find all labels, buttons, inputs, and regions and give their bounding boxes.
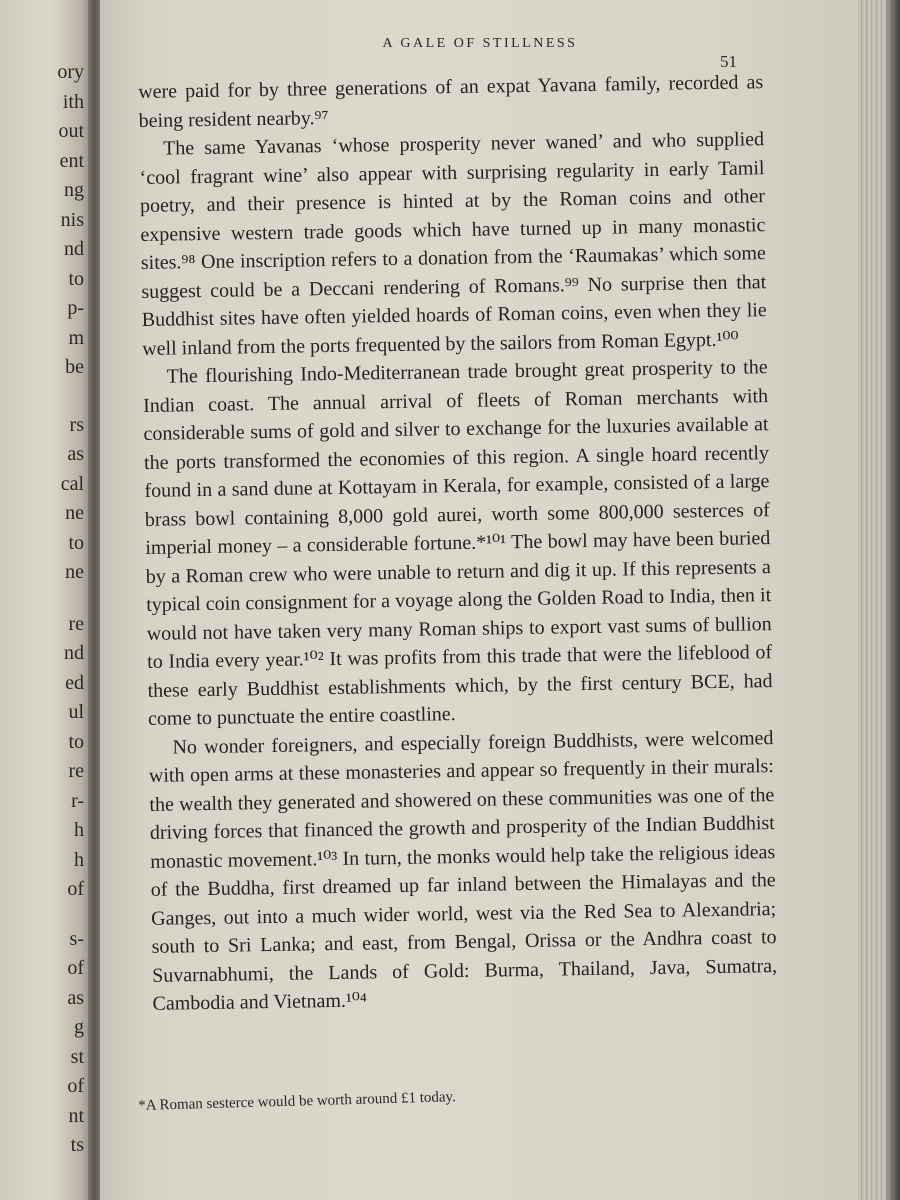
left-page-fragment: m (68, 326, 84, 349)
left-page-fragment: to (68, 531, 84, 554)
facing-left-page (0, 0, 92, 1200)
left-page-fragment: h (74, 819, 84, 841)
left-page-fragment: nt (68, 1104, 84, 1127)
left-page-fragment: ith (62, 90, 84, 113)
left-page-fragment: rs (69, 413, 84, 436)
book-page (100, 0, 860, 1200)
paragraph-continuation: were paid for by three generations of an expat Yavana family, recorded as being resident nearby.⁹⁷ (138, 71, 764, 132)
left-page-fragment: ed (65, 671, 84, 694)
running-head: A GALE OF STILLNESS (382, 36, 578, 51)
left-page-fragment: as (67, 443, 84, 465)
left-page-fragment: g (74, 1016, 84, 1038)
paragraph-trade: The flourishing Indo-Mediterranean trade brought great prosperity to the Indian coast. The annual arrival of fleets of Roman merchants with considerable sums of gold and silver to exchange for the luxuries available at the ports transformed the economies of this region. A single hoard recently found in a sand dune at Kottayam in Kerala, for example, consisted of a large brass bowl containing 8,000 gold aurei, worth some 800,000 sesterces of imperial money – a considerable fortune.*¹⁰¹ The bowl may have been buried by a Roman crew who were unable to return and dig it up. If this represents a typical coin consignment for a voyage along the Golden Road to India, then it would not have taken very many Roman ships to export vast sums of bullion to India every year.¹⁰² It was profits from this trade that were the lifeblood of these early Buddhist establishments which, by the first century BCE, had come to punctuate the entire coastline. (142, 356, 773, 730)
left-page-fragment: to (68, 730, 84, 753)
left-page-fragment: re (68, 612, 84, 635)
left-page-fragment: p- (67, 297, 84, 319)
left-page-fragment: ul (68, 701, 84, 723)
left-page-fragment: s- (69, 927, 84, 950)
left-page-fragment: out (58, 120, 84, 142)
left-page-fragment: st (70, 1045, 84, 1068)
paragraph-foreigners: No wonder foreigners, and especially foreign Buddhists, were welcomed with open arms at these monasteries and appear so frequently in their murals: the wealth they generated and showered on these communities was one of the driving forces that financed the growth and prosperity of the Indian Buddhist monastic movement.¹⁰³ In turn, the monks would help take the religious ideas of the Buddha, first dreamed up far inland between the Himalayas and the Ganges, out into a much wider world, west via the Red Sea to Alexandria; south to Sri Lanka; and east, from Bengal, Orissa or the Andhra coast to Suvarnabhumi, the Lands of Gold: Burma, Thailand, Java, Sumatra, Cambodia and Vietnam.¹⁰⁴ (148, 726, 778, 1015)
left-page-fragment: ne (65, 561, 84, 583)
left-page-fragment: to (68, 267, 84, 290)
page-number: 51 (720, 52, 737, 71)
footnote: *A Roman sesterce would be worth around £1 today. (138, 1089, 457, 1114)
paragraph-yavanas: The same Yavanas ‘whose prosperity never waned’ and who supplied ‘cool fragrant wine’ also appear with surprising regularity in early Tamil poetry, and their presence is hinted at by the Roman coins and other expensive western trade goods which have turned up in many monastic sites.⁹⁸ One inscription refers to a donation from the ‘Raumakas’ which some suggest could be a Deccani rendering of Romans.⁹⁹ No surprise then that Buddhist sites have often yielded hoards of Roman coins, even when they lie well inland from the ports frequented by the sailors from Roman Egypt.¹⁰⁰ (139, 128, 767, 360)
left-page-fragment: of (67, 878, 84, 900)
left-page-fragment: of (67, 1075, 84, 1097)
left-page-fragment: of (67, 957, 84, 979)
page-edges (858, 0, 900, 1200)
left-page-fragment: as (67, 986, 84, 1009)
left-page-fragment: ent (59, 149, 84, 172)
left-page-fragment: be (65, 356, 84, 378)
left-page-fragment: nd (64, 238, 84, 260)
left-page-fragment: ne (65, 502, 84, 524)
left-page-fragment: nis (60, 208, 84, 231)
body-text (138, 68, 778, 1018)
left-page-fragment: ng (64, 179, 84, 201)
left-page-fragment: cal (60, 472, 84, 495)
left-page-fragment: h (74, 848, 84, 871)
left-page-fragment: ts (70, 1134, 84, 1156)
left-page-fragment: ory (57, 61, 84, 83)
left-page-fragment: r- (71, 789, 84, 812)
left-page-fragment: nd (64, 642, 84, 664)
left-page-fragment: re (68, 760, 84, 782)
